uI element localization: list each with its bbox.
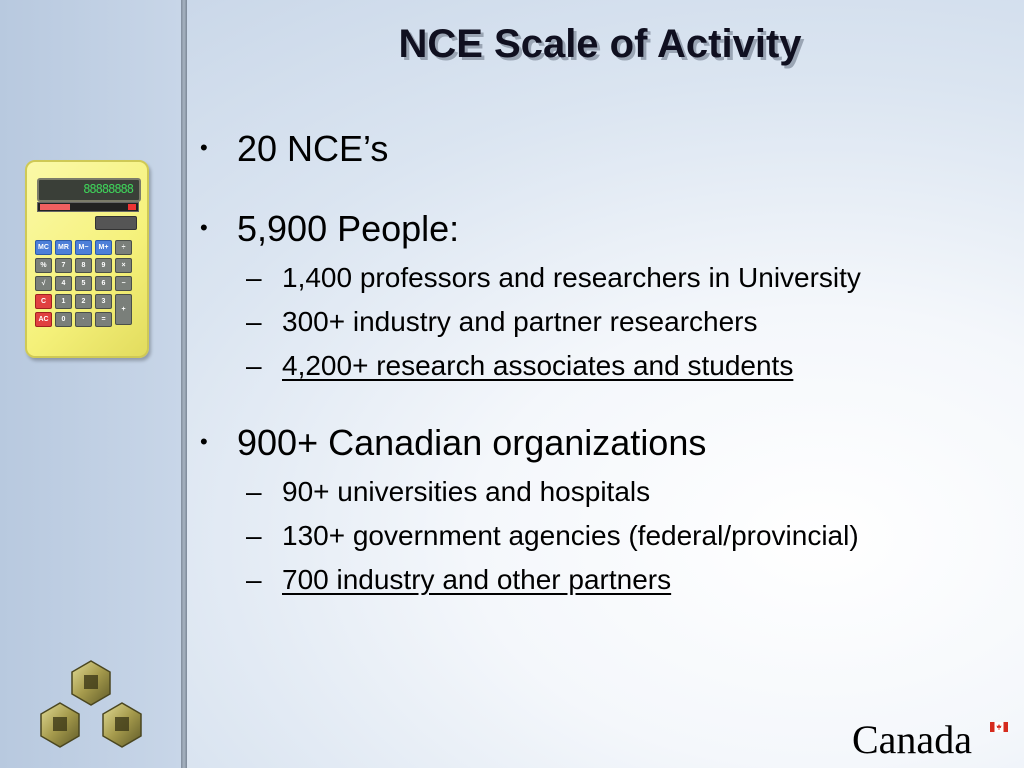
calculator-key: 8	[75, 258, 92, 273]
bullet-item	[200, 208, 1010, 250]
bullet-text: 20 NCE’s	[237, 128, 389, 169]
calculator-key: 3	[95, 294, 112, 309]
sub-bullet-dash: –	[246, 564, 262, 595]
calculator-key: √	[35, 276, 52, 291]
calculator-key: M−	[75, 240, 92, 255]
calculator-key: =	[95, 312, 112, 327]
sidebar-panel	[0, 0, 183, 768]
calculator-key: 6	[95, 276, 112, 291]
calculator-key: 2	[75, 294, 92, 309]
calculator-key: +	[115, 294, 132, 325]
calculator-key: 1	[55, 294, 72, 309]
sub-bullet-dash: –	[246, 306, 262, 337]
calculator-key: MR	[55, 240, 72, 255]
nce-logo-icon	[38, 655, 144, 755]
calculator-key: 4	[55, 276, 72, 291]
calculator-key: 7	[55, 258, 72, 273]
solar-panel	[95, 216, 137, 230]
sub-bullet-item	[246, 476, 1010, 508]
bullet-dot: •	[200, 429, 208, 454]
calculator-key: C	[35, 294, 52, 309]
sub-bullet-text: 1,400 professors and researchers in University	[282, 262, 861, 293]
sub-bullet-dash: –	[246, 520, 262, 551]
calculator-key: M+	[95, 240, 112, 255]
sub-bullet-text: 130+ government agencies (federal/provincial)	[282, 520, 859, 551]
calculator-key: AC	[35, 312, 52, 327]
sub-bullet-item	[246, 262, 1010, 294]
calculator-key: 9	[95, 258, 112, 273]
sub-bullet-item	[246, 350, 1010, 382]
calculator-key: 5	[75, 276, 92, 291]
canada-flag-icon	[990, 722, 1008, 732]
sub-bullet-text: 4,200+ research associates and students	[282, 350, 794, 381]
bullet-item	[200, 422, 1010, 464]
bullet-text: 5,900 People:	[237, 208, 460, 249]
calculator-key: ·	[75, 312, 92, 327]
sub-bullet-text: 700 industry and other partners	[282, 564, 672, 595]
bullet-dot: •	[200, 215, 208, 240]
sub-bullet-dash: –	[246, 350, 262, 381]
bullet-text: 900+ Canadian organizations	[237, 422, 707, 463]
calculator-icon	[25, 160, 149, 358]
bullet-dot: •	[200, 135, 208, 160]
calculator-key: %	[35, 258, 52, 273]
sub-bullet-item	[246, 306, 1010, 338]
calculator-key: −	[115, 276, 132, 291]
sub-bullet-dash: –	[246, 262, 262, 293]
canada-wordmark: Canada	[852, 717, 972, 762]
sub-bullet-dash: –	[246, 476, 262, 507]
calculator-display: 88888888	[37, 178, 141, 202]
sub-bullet-text: 300+ industry and partner researchers	[282, 306, 758, 337]
calculator-keypad	[35, 240, 139, 327]
sidebar-divider	[181, 0, 187, 768]
sub-bullet-item	[246, 564, 1010, 596]
calculator-key: MC	[35, 240, 52, 255]
sub-bullet-item	[246, 520, 1010, 552]
calculator-key: 0	[55, 312, 72, 327]
sub-bullet-text: 90+ universities and hospitals	[282, 476, 651, 507]
slide-title: NCE Scale of Activity	[398, 22, 802, 66]
calculator-key: ÷	[115, 240, 132, 255]
slide-content	[200, 128, 1010, 596]
calculator-key: ×	[115, 258, 132, 273]
bullet-item	[200, 128, 1010, 170]
